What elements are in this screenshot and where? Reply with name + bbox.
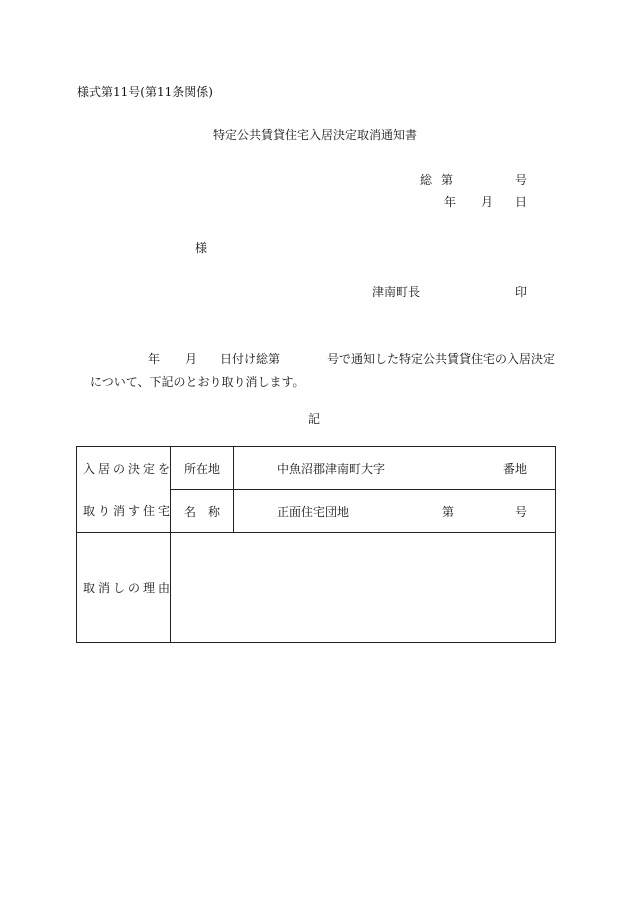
- location-suffix: 番地: [503, 462, 528, 476]
- reference-dai: 第: [441, 173, 454, 187]
- group-label-line2: 取り消す住宅: [83, 504, 174, 518]
- body-line1-text: 号で通知した特定公共賃貸住宅の入居決定: [327, 352, 556, 366]
- name-dai: 第: [442, 505, 455, 519]
- document-title: 特定公共賃貸住宅入居決定取消通知書: [213, 128, 418, 142]
- reference-prefix: 総: [420, 173, 433, 187]
- table-divider: [170, 447, 171, 642]
- date-year-label: 年: [444, 195, 457, 209]
- name-value: 正面住宅団地: [277, 505, 350, 519]
- location-label: 所在地: [184, 462, 221, 476]
- body-year-label: 年: [148, 352, 161, 366]
- reason-label: 取消しの理由: [83, 581, 174, 595]
- date-day-label: 日: [515, 195, 528, 209]
- body-date-prefix: 日付け総第: [220, 352, 281, 366]
- location-value: 中魚沼郡津南町大字: [277, 462, 386, 476]
- table-divider: [77, 532, 555, 533]
- reason-field[interactable]: [177, 537, 547, 637]
- body-month-label: 月: [185, 352, 198, 366]
- reference-go: 号: [515, 173, 528, 187]
- issuer-name: 津南町長: [372, 285, 421, 299]
- record-table: [76, 446, 556, 643]
- issuer-seal: 印: [515, 285, 528, 299]
- body-line2-text: について、下記のとおり取り消します。: [90, 375, 305, 389]
- group-label-line1: 入居の決定を: [83, 462, 174, 476]
- date-month-label: 月: [481, 195, 494, 209]
- form-number: 様式第11号(第11条関係): [77, 85, 213, 99]
- table-divider: [170, 489, 555, 490]
- table-divider: [233, 447, 234, 533]
- name-label: 名 称: [184, 505, 221, 519]
- name-go: 号: [515, 505, 528, 519]
- addressee-suffix: 様: [195, 241, 208, 255]
- ki-heading: 記: [308, 412, 321, 426]
